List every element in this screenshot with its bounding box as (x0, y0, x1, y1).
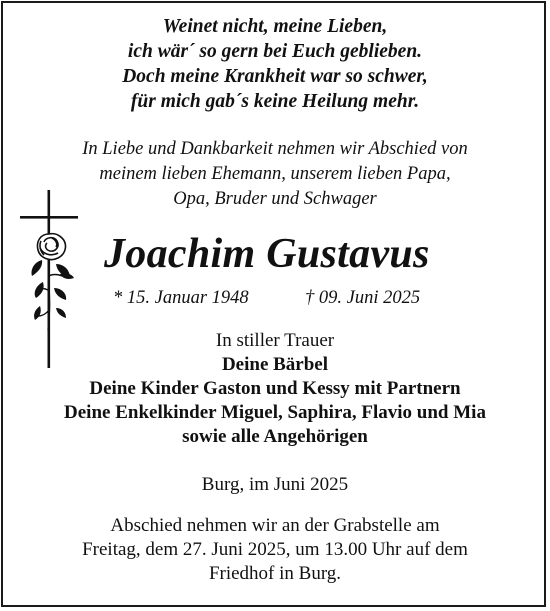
intro-line: meinem lieben Ehemann, unserem lieben Papa, (99, 164, 451, 184)
intro-line: In Liebe und Dankbarkeit nehmen wir Abschied von (82, 139, 468, 159)
funeral-line: Friedhof in Burg. (208, 563, 342, 584)
funeral-line: Abschied nehmen wir an der Grabstelle am (110, 515, 440, 536)
funeral-notice (0, 514, 550, 586)
birth-date: * 15. Januar 1948 (113, 288, 249, 308)
mourner-line: sowie alle Angehörigen (182, 426, 368, 447)
place-date: Burg, im Juni 2025 (201, 474, 349, 495)
deceased-name: Joachim Gustavus (104, 231, 430, 277)
poem-line: Doch meine Krankheit war so schwer, (122, 66, 428, 87)
poem-line: ich wär´ so gern bei Euch geblieben. (127, 41, 423, 62)
mourner-line: Deine Bärbel (221, 354, 329, 375)
mourner-line: Deine Kinder Gaston und Kessy mit Partnern (89, 378, 461, 399)
death-date: † 09. Juni 2025 (305, 288, 421, 308)
mourners-heading: In stiller Trauer (215, 330, 335, 351)
intro-line: Opa, Bruder und Schwager (173, 189, 377, 209)
mourner-line: Deine Enkelkinder Miguel, Saphira, Flavio und Mia (64, 402, 486, 423)
poem (0, 14, 550, 114)
poem-line: für mich gab´s keine Heilung mehr. (130, 91, 420, 112)
funeral-line: Freitag, dem 27. Juni 2025, um 13.00 Uhr auf dem (82, 539, 468, 560)
poem-line: Weinet nicht, meine Lieben, (162, 16, 388, 37)
mourners (0, 329, 550, 449)
